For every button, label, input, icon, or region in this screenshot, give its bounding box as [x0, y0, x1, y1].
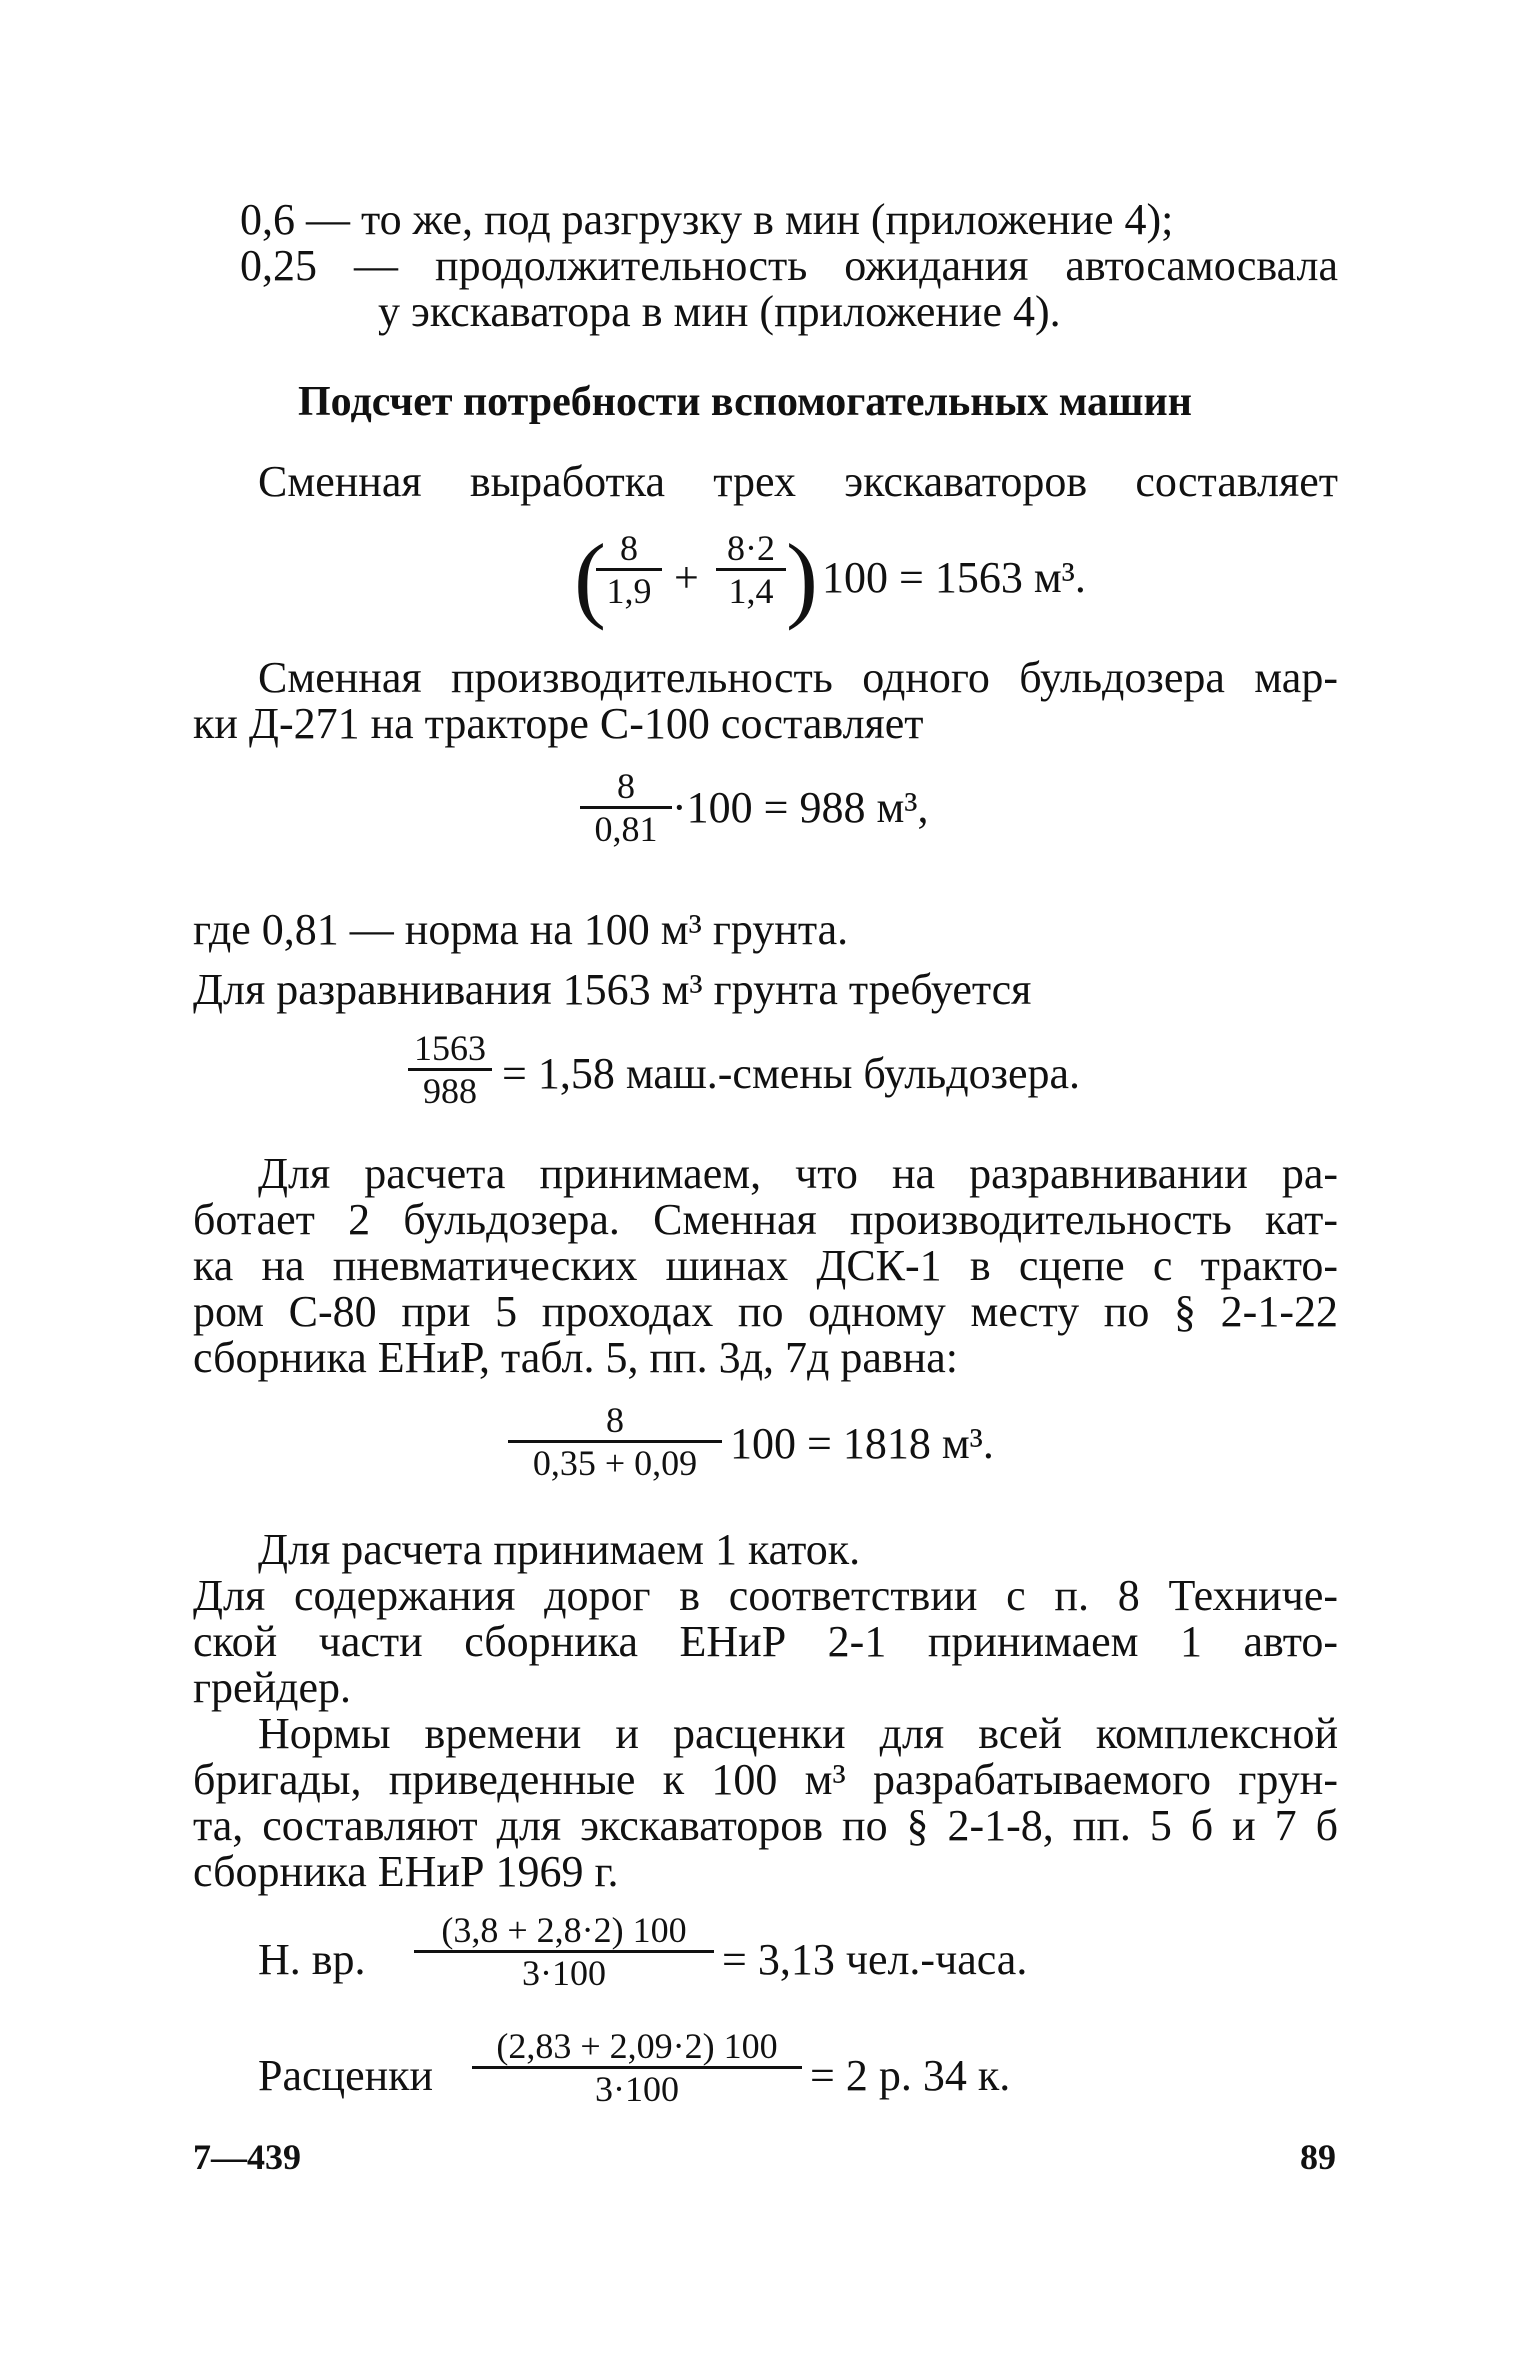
text-line: Сменная выработка трех экскаваторов составляет	[258, 457, 1338, 506]
text-line: ка на пневматических шинах ДСК-1 в сцепе с тракто-	[193, 1241, 1338, 1290]
text-line: ботает 2 бульдозера. Сменная производительность кат-	[193, 1195, 1338, 1244]
text-line: ской части сборника ЕНиР 2-1 принимаем 1 авто-	[193, 1617, 1338, 1666]
fraction	[472, 2026, 802, 2109]
plus-sign: +	[674, 553, 699, 602]
denominator: 3·100	[522, 1953, 606, 1993]
text-line: Нормы времени и расценки для всей комплексной	[258, 1709, 1338, 1758]
text-line: грейдер.	[193, 1663, 352, 1712]
numerator: (3,8 + 2,8·2) 100	[441, 1910, 687, 1950]
text-line: 0,6 — то же, под разгрузку в мин (приложение 4);	[240, 195, 1174, 244]
numerator: 8	[620, 528, 638, 568]
left-paren: (	[574, 524, 606, 631]
numerator: (2,83 + 2,09·2) 100	[496, 2026, 778, 2066]
signature-mark: 7—439	[193, 2137, 301, 2177]
section-heading: Подсчет потребности вспомогательных машин	[298, 379, 1192, 425]
text-line: бригады, приведенные к 100 м³ разрабатываемого грун-	[193, 1755, 1338, 1804]
text-line: у экскаватора в мин (приложение 4).	[378, 287, 1061, 336]
formula-result: = 3,13 чел.-часа.	[722, 1935, 1028, 1984]
fraction	[716, 528, 786, 611]
formula-result: = 2 р. 34 к.	[810, 2051, 1011, 2100]
denominator: 0,81	[594, 809, 658, 849]
fraction	[596, 528, 662, 611]
denominator: 1,9	[606, 571, 652, 611]
denominator: 3·100	[595, 2069, 679, 2109]
formula-result: 100 = 1818 м³.	[730, 1419, 994, 1468]
formula-label: Н. вр.	[258, 1935, 366, 1984]
text-line: Для разравнивания 1563 м³ грунта требуется	[193, 965, 1032, 1014]
fraction	[414, 1910, 714, 1993]
text-line: сборника ЕНиР, табл. 5, пп. 3д, 7д равна:	[193, 1333, 958, 1382]
numerator: 1563	[414, 1028, 486, 1068]
formula-result: ·100 = 988 м³,	[672, 783, 929, 832]
text-line: ки Д-271 на тракторе С-100 составляет	[193, 699, 924, 748]
fraction	[408, 1028, 492, 1111]
formula-label: Расценки	[258, 2051, 434, 2100]
numerator: 8·2	[727, 528, 775, 568]
text-line: Для расчета принимаем 1 каток.	[258, 1525, 861, 1574]
text-line: сборника ЕНиР 1969 г.	[193, 1847, 619, 1896]
text-line: Сменная производительность одного бульдозера мар-	[258, 653, 1338, 702]
formula-result: 100 = 1563 м³.	[822, 553, 1086, 602]
numerator: 8	[617, 766, 635, 806]
page-number: 89	[1300, 2137, 1336, 2177]
text-line: где 0,81 — норма на 100 м³ грунта.	[193, 905, 849, 954]
text-line: Для содержания дорог в соответствии с п. 8 Техниче-	[193, 1571, 1338, 1620]
fraction	[580, 766, 672, 849]
denominator: 988	[423, 1071, 477, 1111]
text-line: ром С-80 при 5 проходах по одному месту по § 2-1-22	[193, 1287, 1338, 1336]
text-line: Для расчета принимаем, что на разравнивании ра-	[258, 1149, 1338, 1198]
fraction	[508, 1400, 722, 1483]
text-line: 0,25 — продолжительность ожидания автосамосвала	[240, 241, 1338, 290]
denominator: 1,4	[728, 571, 774, 611]
denominator: 0,35 + 0,09	[532, 1443, 698, 1483]
formula-result: = 1,58 маш.-смены бульдозера.	[502, 1049, 1081, 1098]
text-line: та, составляют для экскаваторов по § 2-1-8, пп. 5 б и 7 б	[193, 1801, 1338, 1850]
numerator: 8	[606, 1400, 624, 1440]
right-paren: )	[786, 524, 818, 631]
